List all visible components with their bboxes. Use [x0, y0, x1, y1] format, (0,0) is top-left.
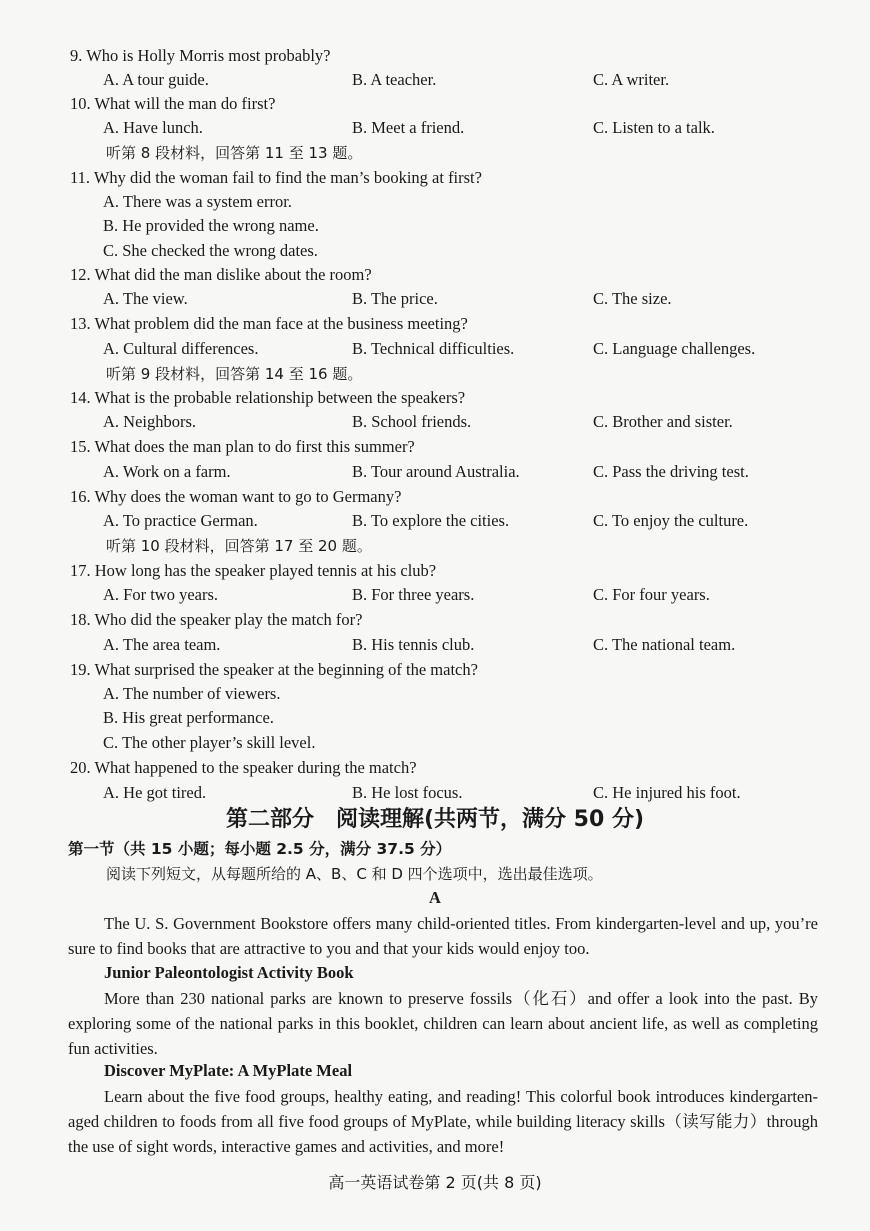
option-c: C. She checked the wrong dates. — [103, 241, 318, 260]
book-title-2: Discover MyPlate: A MyPlate Meal — [104, 1061, 353, 1080]
option-b: B. He lost focus. — [352, 783, 463, 802]
option-a: A. Cultural differences. — [103, 339, 259, 358]
option-c: C. To enjoy the culture. — [593, 511, 749, 530]
option-b: B. His tennis club. — [352, 635, 475, 654]
book-text-2: Learn about the five food groups, healthy eating, and reading! This colorful book introduces kindergarten-aged children to foods from all five food groups of MyPlate, while building literacy skills（读写能力）through the use of sight words, interactive games and activities, and more! — [68, 1087, 818, 1156]
option-a: A. Have lunch. — [103, 118, 203, 137]
passage-intro: The U. S. Government Bookstore offers many child-oriented titles. From kindergarten-level and up, you’re sure to find books that are attractive to you and that your kids would enjoy too. — [68, 914, 818, 958]
passage-letter: A — [429, 888, 441, 907]
question-18: 18. Who did the speaker play the match for? — [70, 610, 363, 629]
question-12: 12. What did the man dislike about the room? — [70, 265, 372, 284]
book-text-1: More than 230 national parks are known to preserve fossils（化石）and offer a look into the past. By exploring some of the national parks in this booklet, children can learn about ancient life, as well as completing fun activities. — [68, 989, 818, 1058]
option-a: A. Neighbors. — [103, 412, 197, 431]
option-c: C. For four years. — [593, 585, 710, 604]
option-b: B. The price. — [352, 289, 438, 308]
option-b: B. His great performance. — [103, 708, 274, 727]
question-9: 9. Who is Holly Morris most probably? — [70, 46, 331, 65]
option-b: B. School friends. — [352, 412, 472, 431]
page-footer: 高一英语试卷第 2 页(共 8 页) — [328, 1173, 542, 1192]
question-10: 10. What will the man do first? — [70, 94, 276, 113]
question-20: 20. What happened to the speaker during the match? — [70, 758, 417, 777]
option-b: B. For three years. — [352, 585, 475, 604]
question-14: 14. What is the probable relationship between the speakers? — [70, 388, 466, 407]
option-a: A. He got tired. — [103, 783, 207, 802]
option-b: B. To explore the cities. — [352, 511, 510, 530]
option-a: A. The view. — [103, 289, 188, 308]
question-15: 15. What does the man plan to do first this summer? — [70, 437, 415, 456]
reading-instruction: 阅读下列短文，从每题所给的 A、B、C 和 D 四个选项中，选出最佳选项。 — [106, 865, 603, 883]
option-a: A. The number of viewers. — [103, 684, 281, 703]
listening-instruction: 听第 8 段材料，回答第 11 至 13 题。 — [106, 144, 363, 162]
option-a: A. A tour guide. — [103, 70, 209, 89]
option-b: B. Meet a friend. — [352, 118, 465, 137]
question-19: 19. What surprised the speaker at the beginning of the match? — [70, 660, 478, 679]
book-title-1: Junior Paleontologist Activity Book — [104, 963, 354, 982]
option-b: B. He provided the wrong name. — [103, 216, 319, 235]
listening-instruction: 听第 9 段材料，回答第 14 至 16 题。 — [106, 365, 363, 383]
option-c: C. Pass the driving test. — [593, 462, 749, 481]
option-c: C. Language challenges. — [593, 339, 756, 358]
question-17: 17. How long has the speaker played tennis at his club? — [70, 561, 437, 580]
option-c: C. A writer. — [593, 70, 670, 89]
question-11: 11. Why did the woman fail to find the man’s booking at first? — [70, 168, 482, 187]
option-c: C. The size. — [593, 289, 672, 308]
option-c: C. The national team. — [593, 635, 736, 654]
option-a: A. For two years. — [103, 585, 219, 604]
listening-instruction: 听第 10 段材料，回答第 17 至 20 题。 — [106, 537, 372, 555]
question-16: 16. Why does the woman want to go to Germany? — [70, 487, 402, 506]
option-b: B. A teacher. — [352, 70, 437, 89]
part-title: 第二部分 阅读理解(共两节，满分 50 分) — [225, 807, 645, 832]
option-a: A. Work on a farm. — [103, 462, 231, 481]
option-a: A. There was a system error. — [103, 192, 292, 211]
section-heading: 第一节（共 15 小题；每小题 2.5 分，满分 37.5 分） — [68, 840, 452, 858]
option-a: A. To practice German. — [103, 511, 258, 530]
option-c: C. He injured his foot. — [593, 783, 741, 802]
option-c: C. Listen to a talk. — [593, 118, 715, 137]
option-b: B. Tour around Australia. — [352, 462, 520, 481]
option-a: A. The area team. — [103, 635, 221, 654]
option-c: C. Brother and sister. — [593, 412, 733, 431]
option-c: C. The other player’s skill level. — [103, 733, 316, 752]
option-b: B. Technical difficulties. — [352, 339, 515, 358]
question-13: 13. What problem did the man face at the business meeting? — [70, 314, 468, 333]
